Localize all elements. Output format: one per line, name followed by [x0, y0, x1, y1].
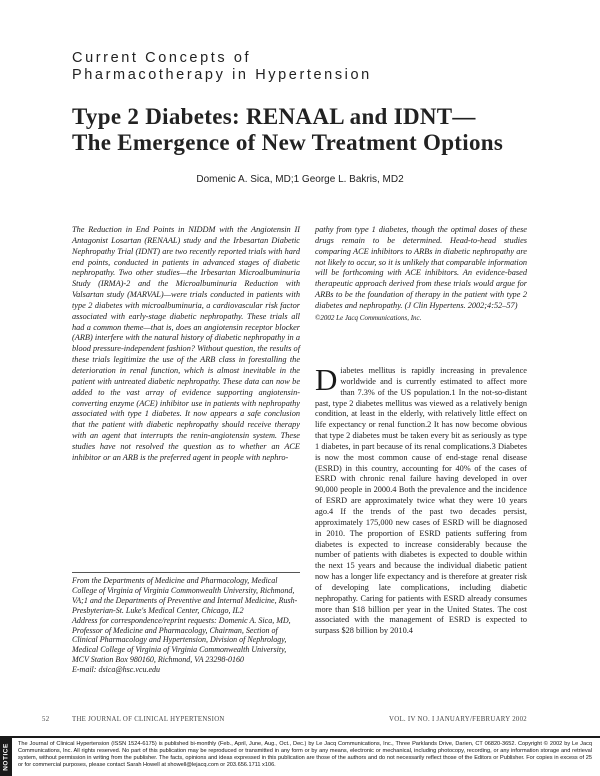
- correspondence-text: Address for correspondence/reprint requests: Domenic A. Sica, MD, Professor of Medicine and Pharmacology, Chairman, Section of Clinical Pharmacology and Hypertension, Division of Nephrology, Medical College of Virginia of Virginia Commonwealth University, MCV Station Box 980160, Richmond, VA 23298-0160: [72, 615, 291, 665]
- author-list: Domenic A. Sica, MD;1 George L. Bakris, MD2: [196, 174, 404, 185]
- affiliation-divider: [72, 572, 300, 573]
- article-title: [72, 104, 503, 156]
- page-number: 52: [42, 716, 50, 723]
- abstract-copyright: ©2002 Le Jacq Communications, Inc.: [315, 313, 422, 322]
- abstract-continuation: pathy from type 1 diabetes, though the optimal doses of these drugs remain to be determined. Head-to-head studies comparing ACE inhibitors to ARBs in diabetic nephropathy are not likely to occur, so it is unlikely that comparable information will be forthcoming with ACE inhibitors. An evidence-based therapeutic approach derived from these trials would argue for ARBs to be the foundation of therapy in the patient with type 2 diabetes and nephropathy. (J Clin Hypertens. 2002;4:52–57): [315, 225, 527, 310]
- body-paragraph: iabetes mellitus is rapidly increasing in prevalence worldwide and is currently estimated to affect more than 7.3% of the US population.1 In the not-so-distant past, type 2 diabetes mellitus was viewed as a relatively benign condition, at least in the elderly, with relatively little effect on life expectancy or renal function.2 It has now become obvious that type 2 diabetes must be taken every bit as seriously as type 1 diabetes, in part because of its renal complications.3 Diabetes is now the most common cause of end-stage renal disease (ESRD) in this country, accounting for 40% of the cases of ESRD with chronic renal failure having developed in over 90,000 people in 2000.4 Both the prevalence and the incidence of ESRD are approximately twice what they were 10 years ago.4 If the trends of the past two decades persist, approximately 175,000 new cases of ESRD will be diagnosed in 2010. The proportion of ESRD patients suffering from diabetes is expected to increase considerably because the number of patients with diabetes is expected to double within the next 15 years and because the individual diabetic patient now has a longer life expectancy and is therefore at greater risk of developing late complications, including diabetic nephropathy. Caring for patients with ESRD already consumes more than $18 billion per year in the United States. The cost associated with the management of ESRD is expected to surpass $28 billion by 2010.4: [315, 366, 527, 636]
- notice-rule: [0, 736, 600, 738]
- article-title-line-1: Type 2 Diabetes: RENAAL and IDNT—: [72, 104, 476, 129]
- abstract-right-column: [315, 225, 527, 324]
- notice-tab: [0, 738, 12, 776]
- page-footer: [42, 716, 527, 723]
- drop-cap-letter: D: [315, 362, 338, 397]
- notice-label: NOTICE: [2, 743, 10, 771]
- body-text-column: [315, 362, 527, 637]
- abstract-left-column: The Reduction in End Points in NIDDM with the Angiotensin II Antagonist Losartan (RENAAL) study and the Irbesartan Diabetic Nephropathy Trial (IDNT) are two recently reported trials with hard end points, conducted in patients in advanced stages of diabetic nephropathy. Two other studies—the Irbesartan Microalbuminuria Study (IRMA)-2 and the Microalbuminuria Reduction with Valsartan study (MARVAL)—were trials conducted in patients with type 2 diabetes with microalbuminuria, a cardiovascular risk factor associated with early-stage diabetic nephropathy. These trials all had a common theme—that is, does an angiotensin receptor blocker (ARB) interfere with the natural history of diabetic nephropathy in a blood pressure-independent fashion? Without question, the results of these trials legitimize the use of the ARB class in forestalling the deterioration in renal function, which is almost inevitable in the patient with untreated diabetic nephropathy. These data can now be added to the vast array of evidence supporting angiotensin-converting enzyme (ACE) inhibitor use in patients with nephropathy associated with type 1 diabetes. It now appears a safe conclusion that the patient with diabetic nephropathy should receive therapy with an agent that interrupts the renin-angiotensin system. These studies have not resolved the question as to whether an ACE inhibitor or an ARB is the preferred agent in people with nephro-: [72, 225, 300, 462]
- affiliations-text: From the Departments of Medicine and Pharmacology, Medical College of Virginia of Virginia Commonwealth University, Richmond, VA;1 and the Departments of Preventive and Internal Medicine, Rush-Presbyterian-St. Luke's Medical Center, Chicago, IL2: [72, 576, 298, 615]
- affiliation-block: [72, 576, 302, 675]
- issue-info: VOL. IV NO. I JANUARY/FEBRUARY 2002: [389, 716, 527, 723]
- notice-text: The Journal of Clinical Hypertension (ISSN 1524-6175) is published bi-monthly (Feb., April, June, Aug., Oct., Dec.) by Le Jacq Communications, Inc., Three Parklands Drive, Darien, CT 06820-3652. Copyright © 2002 by Le Jacq Communications, Inc. All rights reserved. No part of this publication may be reproduced or transmitted in any form or by any means, electronic or mechanical, including photocopy, recording, or any information storage and retrieval system, without permission in writing from the publisher. The facts, opinions and ideas expressed in this publication are those of the authors and do not necessarily reflect those of the Editors or Publisher. For copies in excess of 25 or for commercial purposes, please contact Sarah Howell at showell@lejacq.com or 203.656.1711 x106.: [18, 741, 592, 768]
- series-line-2: Pharmacotherapy in Hypertension: [72, 67, 372, 83]
- notice-bar: [0, 736, 600, 776]
- email-text: E-mail: dsica@hsc.vcu.edu: [72, 665, 160, 675]
- series-line-1: Current Concepts of: [72, 50, 252, 66]
- journal-name: THE JOURNAL OF CLINICAL HYPERTENSION: [72, 716, 225, 723]
- series-heading: [72, 50, 372, 84]
- article-title-line-2: The Emergence of New Treatment Options: [72, 130, 504, 155]
